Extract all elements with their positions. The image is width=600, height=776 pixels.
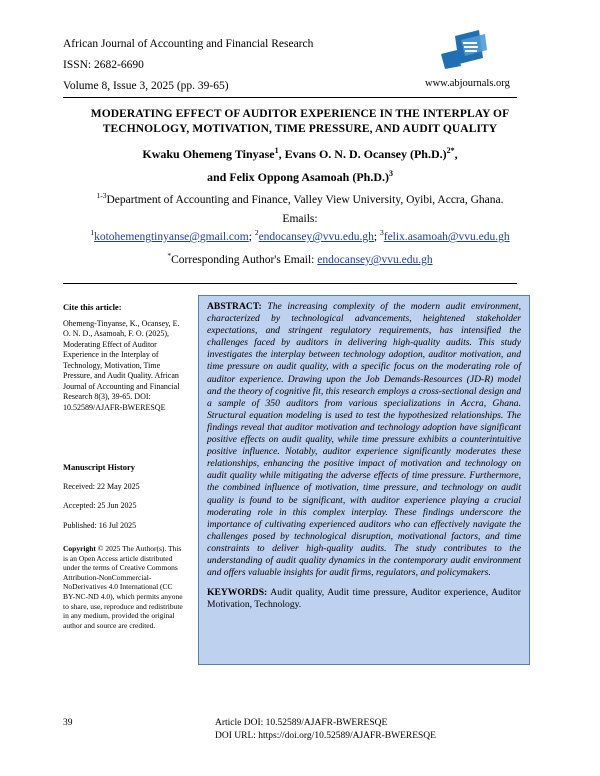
keywords (207, 587, 521, 611)
page-number: 39 (63, 718, 73, 728)
cite-heading: Cite this article: (63, 302, 122, 312)
authors-line-2 (60, 169, 540, 185)
author-2-tail: , (454, 147, 458, 161)
keywords-label: KEYWORDS: (207, 587, 268, 599)
affiliation (40, 191, 560, 206)
email-2-link[interactable]: endocansey@vvu.edu.gh (258, 230, 374, 243)
corresponding-email-link[interactable]: endocansey@vvu.edu.gh (317, 253, 433, 266)
paper-title (60, 107, 540, 137)
email-3-sup: 3 (380, 228, 384, 237)
volume-info: Volume 8, Issue 3, 2025 (pp. 39-65) (63, 80, 229, 92)
author-2: , Evans O. N. D. Ocansey (Ph.D.) (278, 147, 447, 161)
doi-url[interactable]: DOI URL: https://doi.org/10.52589/AJAFR-BWERESQE (215, 731, 436, 741)
published-date: Published: 16 Jul 2025 (63, 520, 137, 530)
article-doi: Article DOI: 10.52589/AJAFR-BWERESQE (215, 718, 388, 728)
email-2-sup: 2 (254, 228, 259, 237)
body-divider (63, 283, 517, 284)
copyright-notice (63, 544, 185, 630)
emails-line (40, 228, 560, 243)
author-1: Kwaku Ohemeng Tinyase (142, 147, 275, 161)
keywords-text: Audit quality, Audit time pressure, Auditor experience, Auditor Motivation, Technology. (207, 587, 521, 611)
abstract-text: The increasing complexity of the modern audit environment, characterized by technological advancements, heightened stakeholder expectations, and stringent regulatory requirements, has intensified the challenges faced by auditors in delivering high-quality audits. This study investigates the interplay between technology adoption, auditor motivation, and time pressure on audit quality, with a specific focus on the moderating role of auditor experience. Drawing upon the Job Demands-Resources (JD-R) model and the theory of cognitive fit, this research employs a cross-sectional design and a sample of 350 auditors from various specializations in Accra, Ghana. Structural equation modeling is used to test the hypothesized relationships. The findings reveal that auditor motivation and technology adoption have significant positive effects on audit quality, while time pressure exhibits a counterintuitive positive influence. Notably, auditor experience significantly moderates these relationships, enhancing the positive impact of motivation and technology on audit quality while mitigating the adverse effects of time pressure. Furthermore, the combined influence of motivation, time pressure, and technology on audit quality is found to be significant, with auditor experience playing a crucial moderating role in this complex interplay. These findings underscore the importance of cultivating experienced auditors who can effectively navigate the challenges posed by technological disruption, motivational factors, and time constraints to deliver high-quality audits. The study contributes to the understanding of audit quality dynamics in the contemporary audit environment and offers valuable insights for audit firms, regulators, and policymakers. (207, 301, 521, 579)
title-line-2: TECHNOLOGY, MOTIVATION, TIME PRESSURE, AND AUDIT QUALITY (102, 123, 498, 135)
author-3-sup: 3 (389, 169, 394, 178)
email-1-sup: 1 (90, 228, 95, 237)
abstract-paragraph (207, 301, 521, 579)
journal-logo-icon (435, 28, 515, 70)
title-line-1: MODERATING EFFECT OF AUDITOR EXPERIENCE IN THE INTERPLAY OF (90, 108, 510, 120)
affiliation-sup: 1-3 (96, 191, 107, 200)
copyright-text: © 2025 The Author(s). This is an Open Access article distributed under the terms of Creative Commons Attribution-NonCommercial-NoDerivatives 4.0 International (CC BY-NC-ND 4.0), which permits anyone to share, use, reproduce and redistribute in any medium, provided the original author and source are credited. (63, 544, 183, 630)
accepted-date: Accepted: 25 Jun 2025 (63, 501, 137, 510)
issn: ISSN: 2682-6690 (63, 59, 144, 71)
author-3: and Felix Oppong Asamoah (Ph.D.) (206, 170, 390, 184)
header-divider (63, 97, 517, 98)
journal-website[interactable]: www.abjournals.org (425, 78, 510, 89)
journal-name: African Journal of Accounting and Financial Research (63, 38, 314, 50)
affiliation-text: Department of Accounting and Finance, Valley View University, Oyibi, Accra, Ghana. (106, 193, 504, 206)
abstract-label: ABSTRACT: (207, 301, 262, 312)
email-3-link[interactable]: felix.asamoah@vvu.edu.gh (383, 230, 510, 243)
manuscript-history (63, 462, 185, 531)
abstract-box (198, 295, 530, 665)
corresponding-label: Corresponding Author's Email: (171, 253, 318, 266)
corresponding-author (40, 251, 560, 266)
corresponding-sup: * (167, 251, 172, 260)
author-2-sup: 2* (446, 146, 455, 155)
copyright-label: Copyright (63, 544, 96, 553)
received-date: Received: 22 May 2025 (63, 481, 140, 491)
history-heading: Manuscript History (63, 462, 136, 472)
cite-text: Ohemeng-Tinyanse, K., Ocansey, E. O. N. D., Asamoah, F. O. (2025), Moderating Effect of Auditor Experience in the Interplay of Technology, Motivation, Time Pressure, and Audit Quality. African Journal of Accounting and Financial Research 8(3), 39-65. DOI: 10.52589/AJAFR-BWERESQE (63, 318, 180, 412)
cite-section (63, 302, 185, 413)
email-sep-1: ; (248, 230, 255, 243)
email-1-link[interactable]: kotohemengtinyanse@gmail.com (94, 230, 249, 243)
author-1-sup: 1 (274, 146, 279, 155)
emails-label: Emails: (282, 213, 318, 225)
email-sep-2: ; (373, 230, 380, 243)
authors-line-1 (60, 146, 540, 162)
